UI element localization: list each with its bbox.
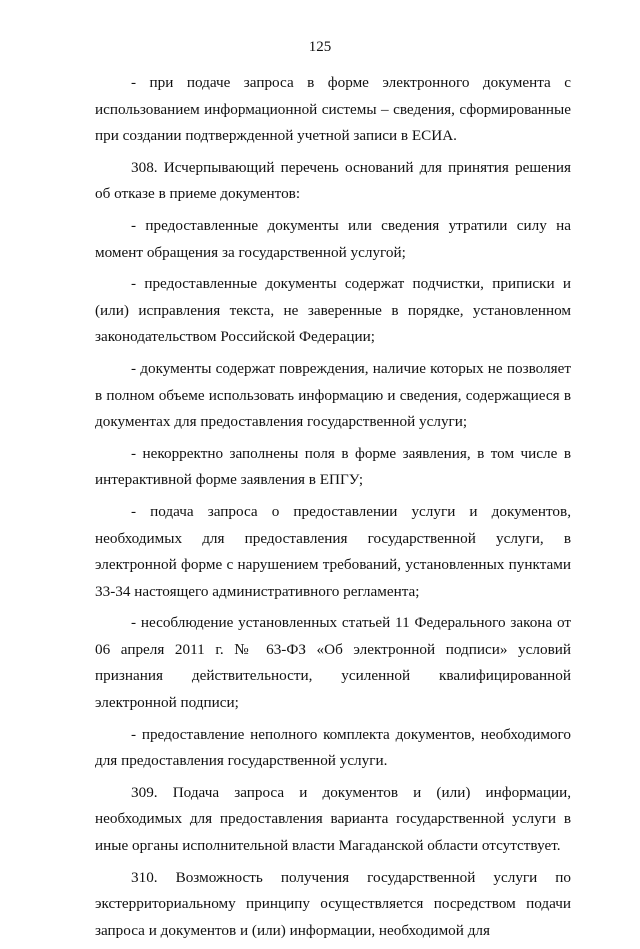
paragraph-4: - предоставленные документы содержат подчистки, приписки и (или) исправления текста, не заверенные в порядке, установленном законодательством Российской Федерации; xyxy=(95,275,571,346)
paragraph-3: - предоставленные документы или сведения утратили силу на момент обращения за государственной услугой; xyxy=(95,216,571,261)
paragraph-5: - документы содержат повреждения, наличие которых не позволяет в полном объеме использовать информацию и сведения, содержащиеся в документах для предоставления государственной услуги; xyxy=(95,359,571,431)
paragraph-2: 308. Исчерпывающий перечень оснований для принятия решения об отказе в приеме документов: xyxy=(95,158,571,203)
page-number: 125 xyxy=(308,39,332,55)
paragraph-6: - некорректно заполнены поля в форме заявления, в том числе в интерактивной форме заявления в ЕПГУ; xyxy=(95,444,571,489)
paragraph-1: - при подаче запроса в форме электронного документа с использованием информационной системы – сведения, сформированные при создании подтвержденной учетной записи в ЕСИА. xyxy=(95,74,571,145)
paragraph-11: 310. Возможность получения государственной услуги по экстерриториальному принципу осуществляется посредством подачи запроса и документов и (или) информации, необходимой для xyxy=(95,868,571,939)
document-body xyxy=(95,70,571,949)
paragraph-8: - несоблюдение установленных статьей 11 Федерального закона от 06 апреля 2011 г. № 63-ФЗ «Об электронной подписи» условий признания действительности, усиленной квалифицированной электронной подписи; xyxy=(95,614,571,712)
paragraph-10: 309. Подача запроса и документов и (или) информации, необходимых для предоставления варианта государственной услуги в иные органы исполнительной власти Магаданской области отсутствует. xyxy=(95,783,571,855)
paragraph-7: - подача запроса о предоставлении услуги и документов, необходимых для предоставления государственной услуги, в электронной форме с нарушением требований, установленных пунктами 33-34 настоящего административного регламента; xyxy=(95,502,571,600)
paragraph-9: - предоставление неполного комплекта документов, необходимого для предоставления государственной услуги. xyxy=(95,725,571,770)
